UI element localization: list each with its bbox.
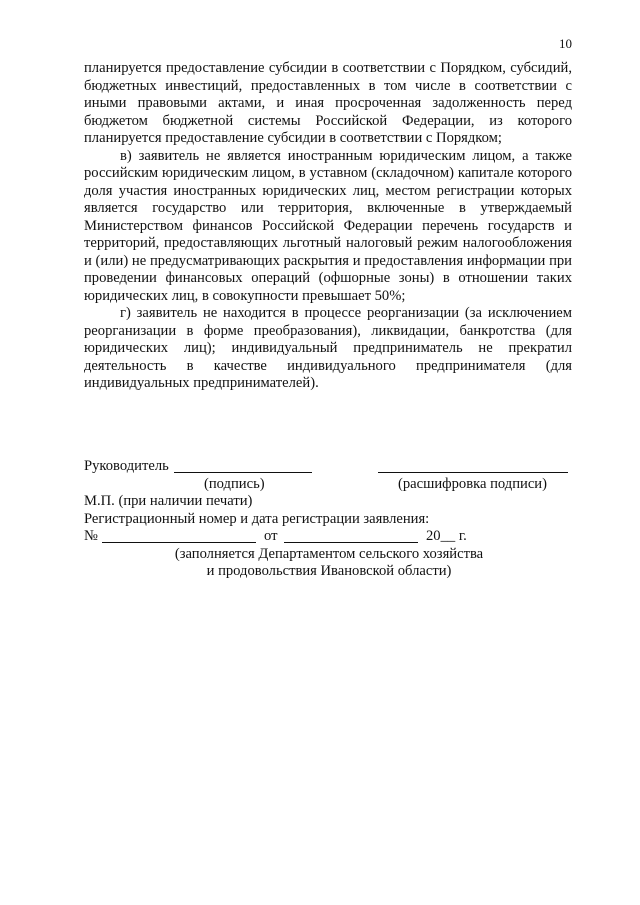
note-line-1: (заполняется Департаментом сельского хозяйства (174, 545, 484, 562)
year-label: 20__ г. (426, 528, 467, 544)
document-body (84, 60, 572, 393)
paragraph-continuation: планируется предоставление субсидии в соответствии с Порядком, субсидий, бюджетных инвестиций, предоставленных в том числе в соответствии с иными правовыми актами, и иная просроченная задолженность перед бюджетом бюджетной системы Российской Федерации, из которого планируется предоставление субсидии в соответствии с Порядком; (84, 60, 572, 146)
registration-fields-row (84, 528, 574, 546)
caption-row (84, 476, 574, 494)
paragraph-item-g: г) заявитель не находится в процессе реорганизации (за исключением реорганизации в форме преобразования), ликвидации, банкротства (для юридических лиц); индивидуальный предприниматель не прекратил деятельность в качестве индивидуального предпринимателя (для индивидуальных предпринимателей). (84, 305, 572, 391)
decryption-caption: (расшифровка подписи) (398, 475, 547, 492)
head-label: Руководитель (84, 458, 169, 474)
signature-line[interactable] (174, 458, 312, 473)
paragraph-item-v: в) заявитель не является иностранным юридическим лицом, а также российским юридическим лицом, в уставном (складочном) капитале которого доля участия иностранных юридических лиц, местом регистрации которых является государство или территория, включенные в утверждаемый Министерством финансов Российской Федерации перечень государств и территорий, предоставляющих льготный налоговый режим налогообложения и (или) не предусматривающих раскрытия и предоставления информации при проведении финансовых операций (офшорные зоны) в отношении таких юридических лиц, в совокупности превышает 50%; (84, 147, 572, 304)
note-line-2: и продовольствия Ивановской области) (206, 563, 452, 579)
number-sign: № (84, 528, 98, 544)
decryption-line[interactable] (378, 458, 568, 473)
signature-caption: (подпись) (204, 475, 265, 492)
signature-block (84, 458, 574, 581)
stamp-row (84, 493, 574, 511)
from-label: от (264, 528, 278, 544)
registration-label: Регистрационный номер и дата регистрации заявления: (84, 510, 430, 527)
stamp-label: М.П. (при наличии печати) (84, 493, 253, 509)
registration-date-line[interactable] (284, 528, 418, 543)
page-number: 10 (559, 36, 572, 51)
signature-row (84, 458, 574, 476)
registration-row (84, 511, 574, 529)
registration-number-line[interactable] (102, 528, 256, 543)
